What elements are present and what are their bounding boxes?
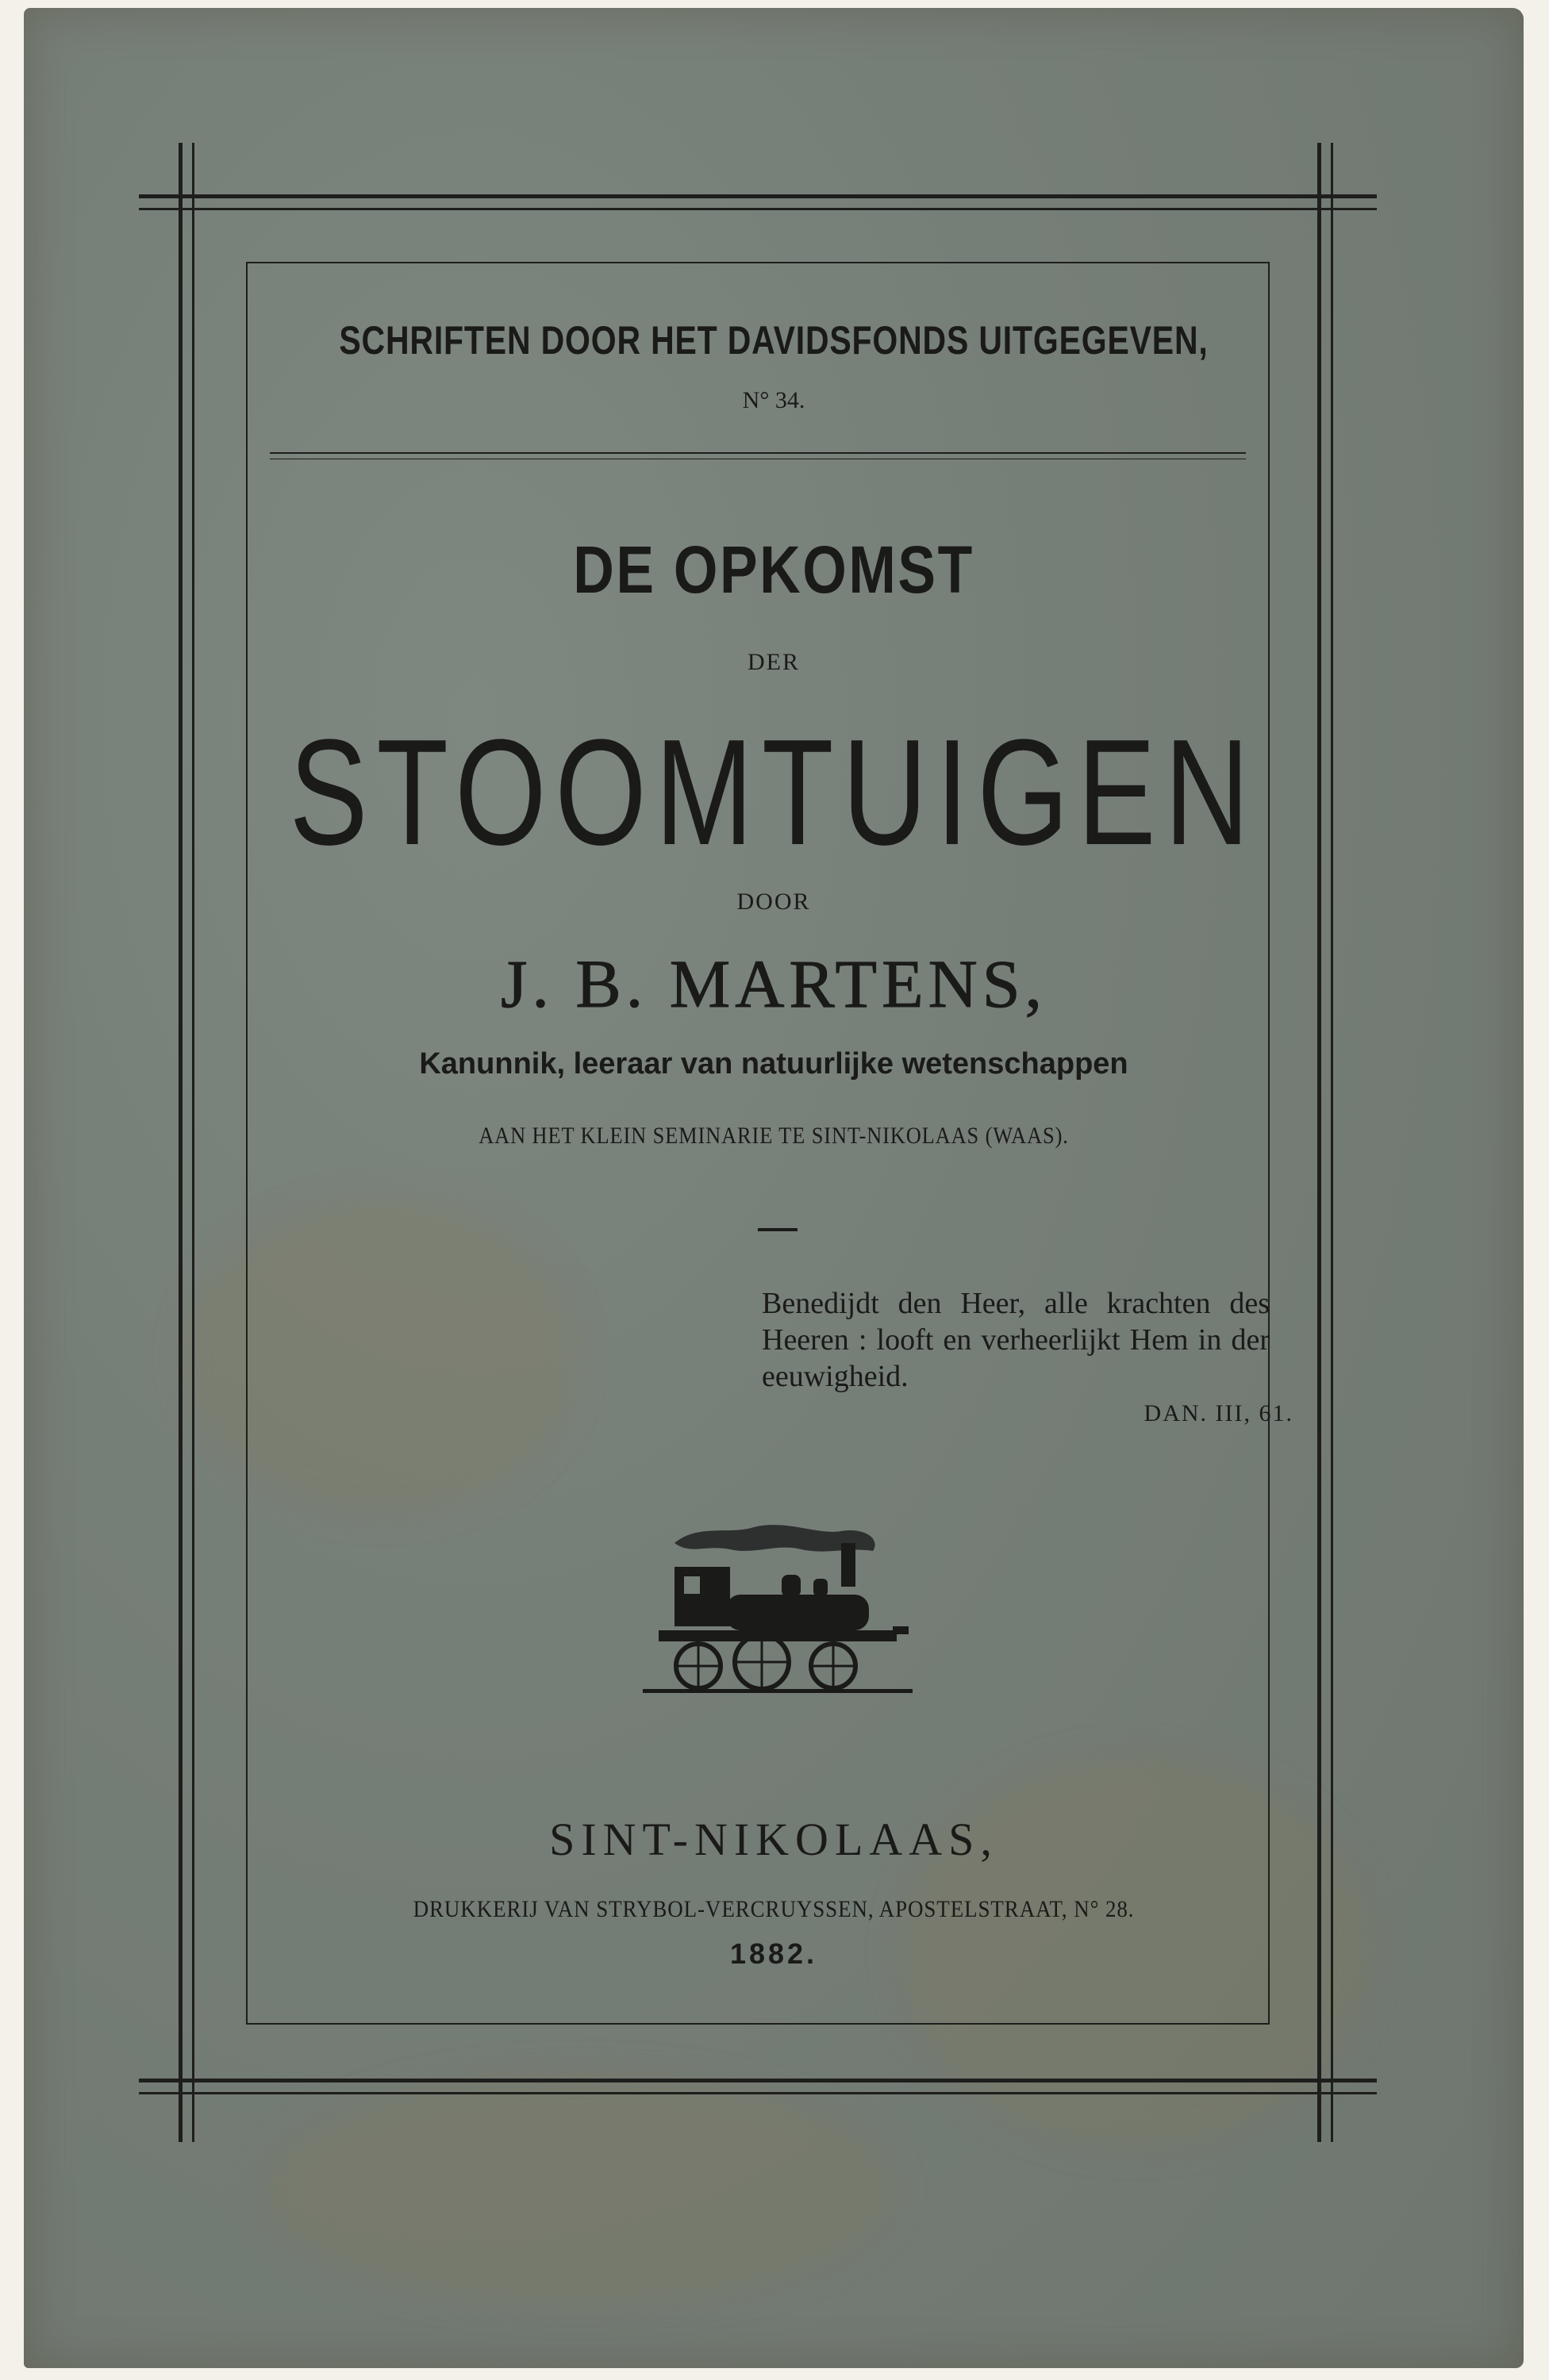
series-title: SCHRIFTEN DOOR HET DAVIDSFONDS UITGEGEVEN,: [339, 318, 1209, 363]
by-line: DOOR: [736, 889, 811, 915]
author-name: J. B. MARTENS,: [500, 946, 1047, 1022]
epigraph-reference: DAN. III, 61.: [1143, 1400, 1293, 1426]
series-divider: [270, 452, 1246, 454]
main-title: STOOMTUIGEN: [289, 708, 1259, 877]
book-cover: [24, 8, 1524, 2368]
author-place: AAN HET KLEIN SEMINARIE TE SINT-NIKOLAAS (WAAS).: [479, 1123, 1069, 1149]
title-der: DER: [748, 649, 800, 675]
frame-bottom-rule: [139, 2079, 1377, 2082]
inner-frame-bottom: [246, 2023, 1270, 2025]
title-line1: DE OPKOMST: [573, 532, 974, 607]
epigraph: Benedijdt den Heer, alle krachten des Heeren : looft en verheerlijkt Hem in der eeuwigheid.: [762, 1287, 1270, 1393]
frame-top-rule: [139, 194, 1377, 198]
frame-top-rule: [139, 208, 1377, 210]
series-number: N° 34.: [742, 387, 805, 413]
publication-place: SINT-NIKOLAAS,: [549, 1814, 998, 1865]
author-role: Kanunnik, leeraar van natuurlijke wetenschappen: [419, 1047, 1128, 1081]
publication-year: 1882.: [729, 1937, 818, 1970]
paper-stain: [183, 1198, 579, 1515]
dash-divider: [758, 1228, 798, 1231]
printer-line: DRUKKERIJ VAN STRYBOL-VERCRUYSSEN, APOSTELSTRAAT, N° 28.: [413, 1896, 1135, 1922]
inner-frame-top: [246, 262, 1270, 263]
paper-stain: [262, 2071, 897, 2309]
steam-locomotive-illustration: [643, 1519, 913, 1710]
frame-bottom-rule: [139, 2092, 1377, 2094]
